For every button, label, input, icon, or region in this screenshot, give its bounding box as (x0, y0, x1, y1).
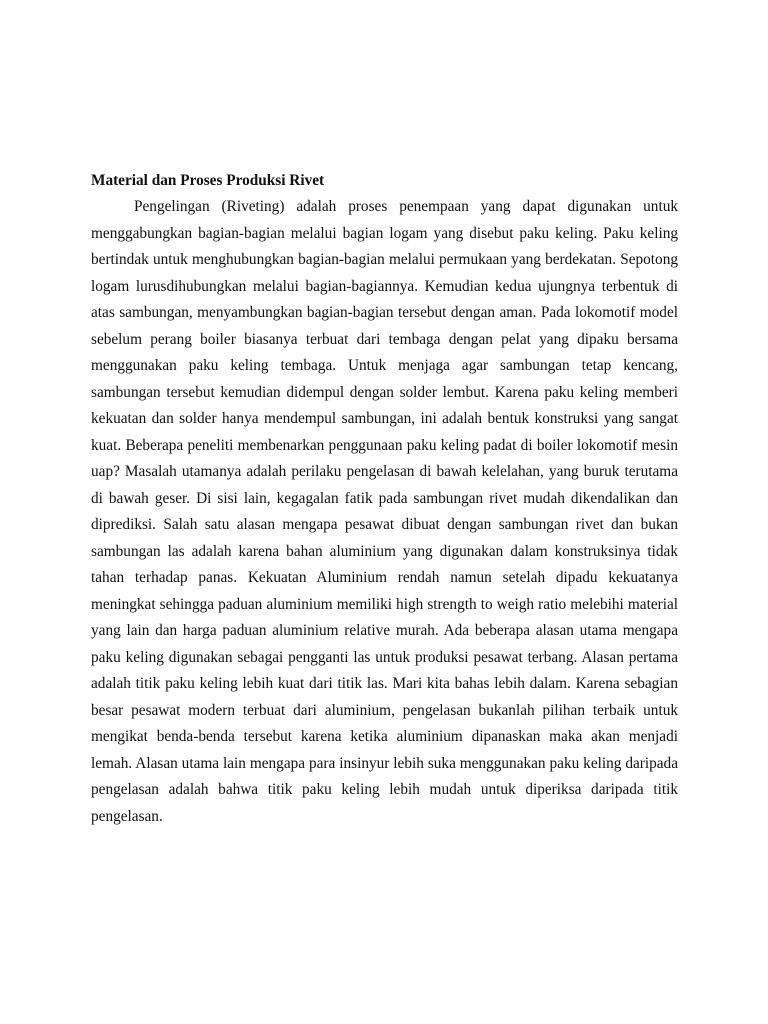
document-content (91, 172, 678, 830)
document-title: Material dan Proses Produksi Rivet (91, 172, 325, 189)
body-paragraph: Pengelingan (Riveting) adalah proses penempaan yang dapat digunakan untuk menggabungkan bagian-bagian melalui bagian logam yang disebut paku keling. Paku keling bertindak untuk menghubungkan bagian-bagian melalui permukaan yang berdekatan. Sepotong logam lurusdihubungkan melalui bagian-bagiannya. Kemudian kedua ujungnya terbentuk di atas sambungan, menyambungkan bagian-bagian tersebut dengan aman. Pada lokomotif model sebelum perang boiler biasanya terbuat dari tembaga dengan pelat yang dipaku bersama menggunakan paku keling tembaga. Untuk menjaga agar sambungan tetap kencang, sambungan tersebut kemudian didempul dengan solder lembut. Karena paku keling memberi kekuatan dan solder hanya mendempul sambungan, ini adalah bentuk konstruksi yang sangat kuat. Beberapa peneliti membenarkan penggunaan paku keling padat di boiler lokomotif mesin uap? Masalah utamanya adalah perilaku pengelasan di bawah kelelahan, yang buruk terutama di bawah geser. Di sisi lain, kegagalan fatik pada sambungan rivet mudah dikendalikan dan diprediksi. Salah satu alasan mengapa pesawat dibuat dengan sambungan rivet dan bukan sambungan las adalah karena bahan aluminium yang digunakan dalam konstruksinya tidak tahan terhadap panas. Kekuatan Aluminium rendah namun setelah dipadu kekuatanya meningkat sehingga paduan aluminium memiliki high strength to weigh ratio melebihi material yang lain dan harga paduan aluminium relative murah. Ada beberapa alasan utama mengapa paku keling digunakan sebagai pengganti las untuk produksi pesawat terbang. Alasan pertama adalah titik paku keling lebih kuat dari titik las. Mari kita bahas lebih dalam. Karena sebagian besar pesawat modern terbuat dari aluminium, pengelasan bukanlah pilihan terbaik untuk mengikat benda-benda tersebut karena ketika aluminium dipanaskan maka akan menjadi lemah. Alasan utama lain mengapa para insinyur lebih suka menggunakan paku keling daripada pengelasan adalah bahwa titik paku keling lebih mudah untuk diperiksa daripada titik pengelasan. (91, 198, 678, 825)
